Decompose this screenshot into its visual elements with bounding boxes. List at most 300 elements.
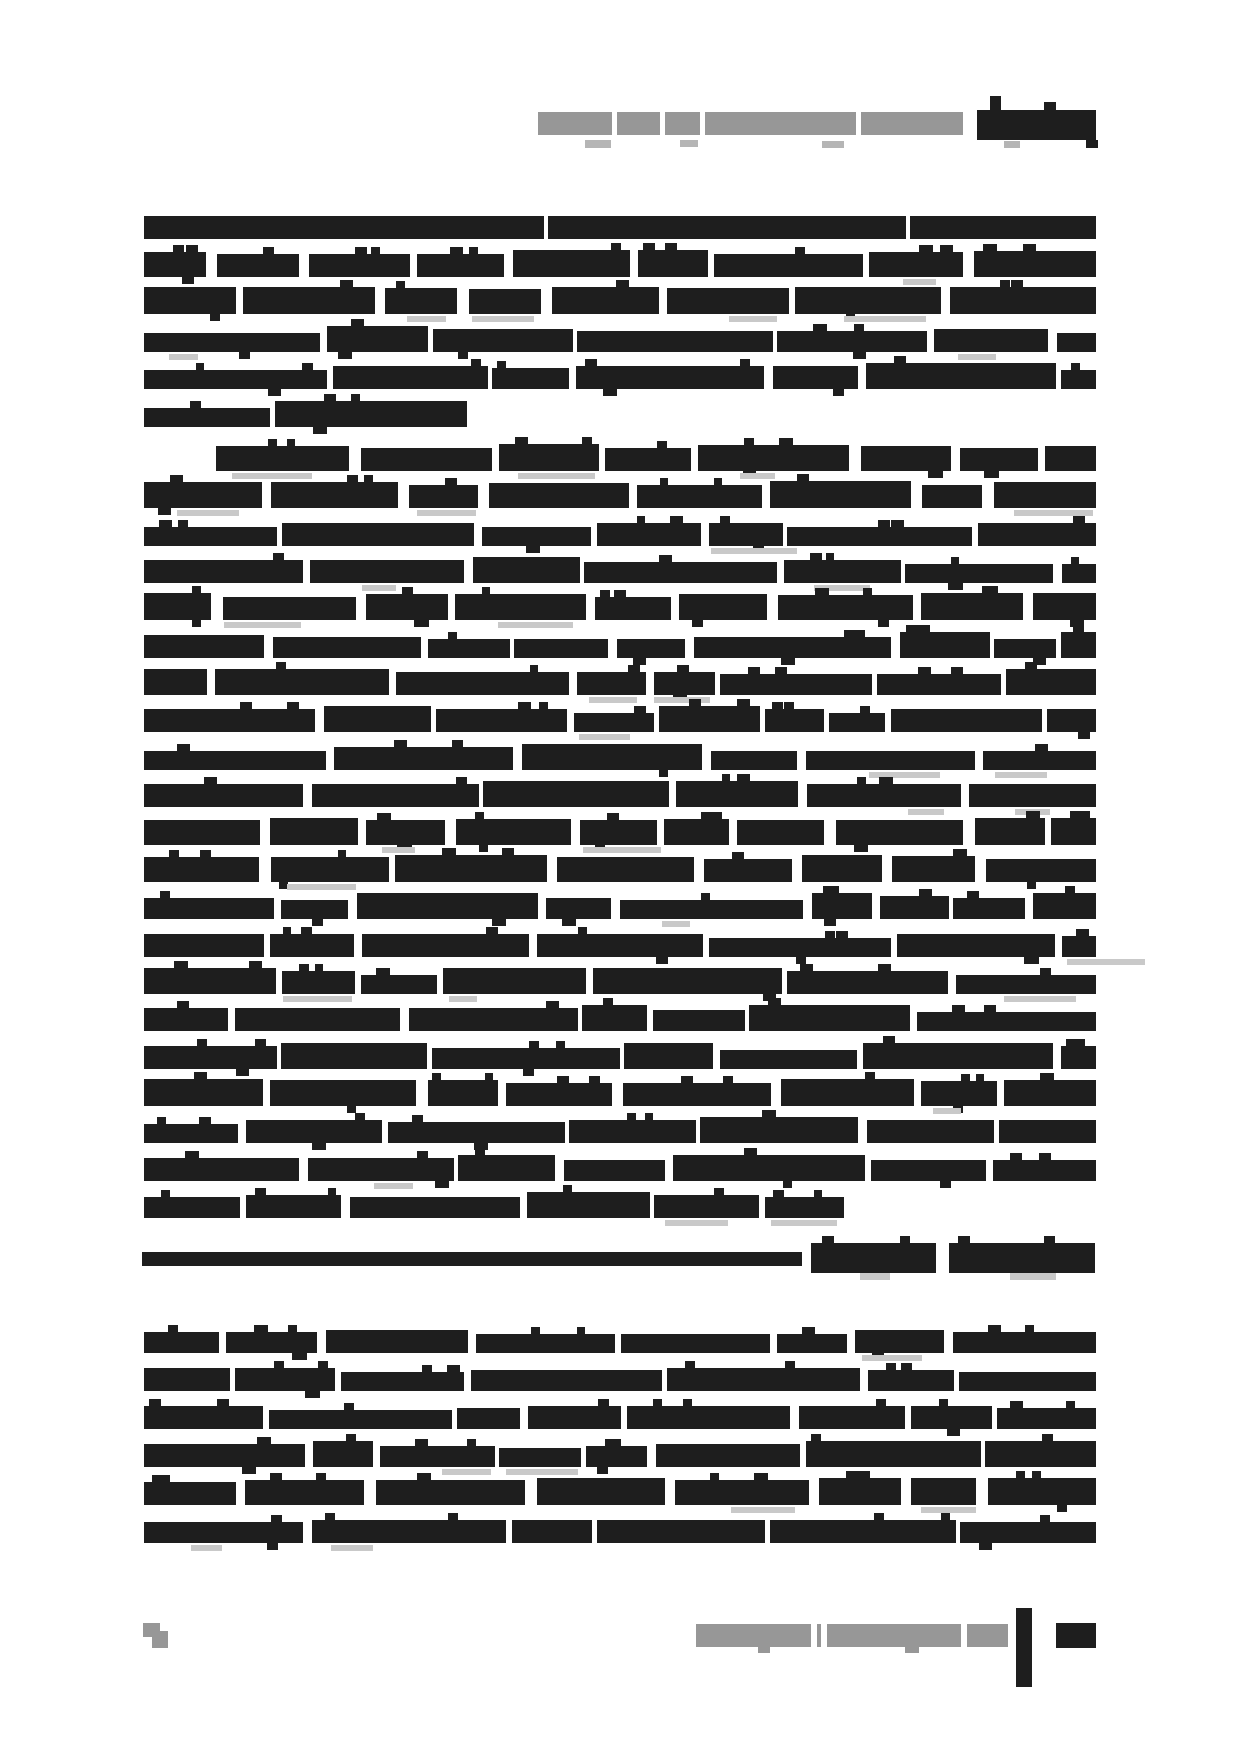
ascender-mark xyxy=(762,1110,776,1118)
ascender-mark xyxy=(732,852,744,860)
redacted-word xyxy=(144,857,259,882)
redacted-word xyxy=(324,706,431,732)
ascender-mark xyxy=(1075,1039,1085,1047)
ascender-mark xyxy=(681,1076,693,1084)
ascender-mark xyxy=(814,1190,822,1198)
ascender-mark xyxy=(1032,1471,1041,1479)
ascender-mark xyxy=(268,439,277,447)
ascender-mark xyxy=(683,1399,692,1407)
masthead-gray-bar xyxy=(705,112,856,135)
redacted-word xyxy=(217,254,299,277)
redacted-word xyxy=(223,597,356,620)
redacted-word xyxy=(787,527,972,546)
ascender-mark xyxy=(240,702,252,710)
ascender-mark xyxy=(1044,102,1056,111)
ascender-mark xyxy=(795,247,805,255)
ascender-mark xyxy=(797,474,809,482)
scan-remnant xyxy=(498,622,573,628)
descender-mark xyxy=(853,351,866,359)
redacted-word xyxy=(334,747,513,770)
scan-remnant xyxy=(417,510,476,516)
ascender-mark xyxy=(822,1236,834,1245)
ascender-mark xyxy=(659,555,670,563)
ascender-mark xyxy=(482,587,490,595)
ascender-mark xyxy=(448,632,457,640)
journal-name-gray-bar xyxy=(696,1624,811,1647)
descender-mark xyxy=(758,1647,770,1653)
ascender-mark xyxy=(878,964,891,972)
ascender-mark xyxy=(271,1515,282,1523)
ascender-mark xyxy=(643,243,655,251)
redacted-word xyxy=(144,252,206,277)
ascender-mark xyxy=(301,927,312,935)
ascender-mark xyxy=(263,247,274,255)
scan-remnant xyxy=(665,1220,728,1226)
ascender-mark xyxy=(1066,1401,1075,1409)
redacted-word xyxy=(269,1410,452,1429)
redacted-word xyxy=(934,329,1048,352)
redacted-word xyxy=(720,674,872,695)
ascender-mark xyxy=(803,1327,815,1335)
ascender-mark xyxy=(810,553,822,561)
descender-mark xyxy=(236,1068,249,1076)
redacted-word xyxy=(770,1520,956,1543)
redacted-word xyxy=(799,1406,905,1429)
scan-remnant xyxy=(771,1220,837,1226)
descender-mark xyxy=(210,313,220,321)
redacted-word xyxy=(617,639,685,658)
redacted-word xyxy=(891,709,1042,732)
ascender-mark xyxy=(324,394,336,402)
ascender-mark xyxy=(1071,557,1079,565)
redacted-word xyxy=(469,289,541,314)
redacted-word xyxy=(959,1372,1096,1391)
redacted-word xyxy=(270,818,358,845)
scan-remnant xyxy=(331,1545,373,1551)
ascender-mark xyxy=(737,699,750,707)
ascender-mark xyxy=(249,961,262,969)
ascender-mark xyxy=(177,744,190,752)
redacted-word xyxy=(974,251,1096,277)
redacted-word xyxy=(892,856,975,882)
ascender-mark xyxy=(467,1439,476,1447)
redacted-word xyxy=(1057,333,1096,352)
redacted-word xyxy=(960,448,1038,471)
descender-mark xyxy=(492,918,506,926)
redacted-word xyxy=(709,523,783,546)
redacted-word xyxy=(215,669,389,695)
scan-remnant xyxy=(729,316,777,322)
ascender-mark xyxy=(160,891,170,899)
descender-mark xyxy=(313,426,327,434)
scan-remnant xyxy=(1010,1273,1056,1280)
ascender-mark xyxy=(958,1236,970,1245)
redacted-word xyxy=(235,1008,400,1031)
redacted-word xyxy=(270,934,354,957)
ascender-mark xyxy=(204,777,217,785)
ascender-mark xyxy=(351,319,364,327)
redacted-word xyxy=(1006,669,1096,695)
redacted-word xyxy=(985,1441,1096,1467)
redacted-word xyxy=(855,1330,944,1353)
ascender-mark xyxy=(754,1473,768,1481)
ascender-mark xyxy=(886,1363,896,1371)
redacted-word xyxy=(975,818,1045,845)
ascender-mark xyxy=(318,1361,328,1369)
redacted-word xyxy=(653,1010,745,1031)
redacted-word xyxy=(312,1520,506,1543)
redacted-word xyxy=(993,1160,1096,1181)
descender-mark xyxy=(1024,956,1039,964)
redacted-word xyxy=(698,445,849,471)
ascender-mark xyxy=(740,359,750,367)
redacted-word xyxy=(861,446,951,471)
scan-remnant xyxy=(287,884,356,890)
ascender-mark xyxy=(941,1513,950,1521)
ascender-mark xyxy=(556,1041,565,1049)
redacted-word xyxy=(471,1370,662,1391)
ascender-mark xyxy=(200,850,211,858)
ascender-mark xyxy=(874,1513,884,1521)
descender-mark xyxy=(940,1180,951,1188)
ascender-mark xyxy=(685,1361,695,1369)
redacted-word xyxy=(144,408,270,427)
ascender-mark xyxy=(1040,1515,1050,1523)
ascender-mark xyxy=(844,630,856,638)
ascender-mark xyxy=(1011,280,1023,288)
redacted-word xyxy=(376,1480,525,1505)
redacted-word xyxy=(986,859,1096,882)
redacted-word xyxy=(983,751,1096,770)
redacted-word xyxy=(577,672,646,695)
redacted-word xyxy=(806,751,975,770)
redacted-word xyxy=(144,669,207,695)
ascender-mark xyxy=(900,1236,910,1245)
redacted-word xyxy=(483,781,669,807)
redacted-word xyxy=(528,1406,621,1429)
ascender-mark xyxy=(953,849,967,857)
descender-mark xyxy=(312,918,323,926)
scan-remnant xyxy=(177,510,239,516)
redacted-word xyxy=(436,709,567,732)
redacted-word xyxy=(806,1441,981,1467)
redacted-word xyxy=(144,593,211,620)
descender-mark xyxy=(854,844,868,852)
redacted-word xyxy=(522,744,702,770)
descender-mark xyxy=(239,351,250,359)
scan-remnant xyxy=(472,316,534,322)
ascender-mark xyxy=(723,1076,733,1084)
redacted-word xyxy=(654,1195,759,1218)
ascender-mark xyxy=(603,998,613,1006)
scan-remnant xyxy=(518,473,595,479)
ascender-mark xyxy=(1065,886,1075,894)
redacted-word xyxy=(997,1408,1096,1429)
ascender-mark xyxy=(720,516,730,524)
redacted-word xyxy=(226,1332,317,1353)
ascender-mark xyxy=(677,665,689,673)
descender-mark xyxy=(435,1180,449,1188)
descender-mark xyxy=(292,1352,307,1360)
scan-remnant xyxy=(362,585,396,591)
descender-mark xyxy=(458,351,468,359)
ascender-mark xyxy=(355,1113,365,1121)
masthead-gray-bar xyxy=(861,112,963,135)
redacted-word xyxy=(863,1043,1053,1069)
scan-remnant xyxy=(442,1469,491,1475)
redacted-word xyxy=(880,896,949,919)
redacted-word xyxy=(580,820,657,845)
scan-remnant xyxy=(958,354,996,360)
redacted-word xyxy=(308,1158,454,1181)
ascender-mark xyxy=(984,1005,996,1013)
descender-mark xyxy=(526,545,540,553)
page-number-block xyxy=(1056,1623,1096,1648)
descender-mark xyxy=(984,470,999,478)
redacted-word xyxy=(361,975,437,994)
ascender-mark xyxy=(891,520,904,528)
redacted-word xyxy=(428,1080,498,1106)
redacted-word xyxy=(282,523,474,546)
redacted-word xyxy=(428,639,510,658)
ascender-mark xyxy=(710,1473,719,1481)
redacted-word xyxy=(281,900,348,919)
ascender-mark xyxy=(340,280,353,288)
redacted-word xyxy=(1033,593,1096,620)
redacted-word xyxy=(144,1444,305,1467)
redacted-word xyxy=(867,1120,994,1143)
ascender-mark xyxy=(192,586,201,594)
scan-remnant xyxy=(232,473,312,479)
ascender-mark xyxy=(856,630,865,638)
redacted-word xyxy=(514,639,608,658)
redacted-word xyxy=(667,288,789,314)
ascender-mark xyxy=(158,1475,170,1483)
printer-mark xyxy=(152,1631,168,1648)
ascender-mark xyxy=(865,1072,875,1080)
redacted-word xyxy=(564,1160,665,1181)
redacted-word xyxy=(362,934,529,957)
ascender-mark xyxy=(417,1473,431,1481)
journal-name-gray-bar xyxy=(817,1624,821,1647)
scan-remnant xyxy=(740,473,775,479)
redacted-word xyxy=(489,483,629,508)
scan-remnant xyxy=(995,772,1047,778)
redacted-word xyxy=(1062,936,1096,957)
scan-remnant xyxy=(711,548,797,554)
redacted-word xyxy=(781,1079,914,1106)
redacted-word xyxy=(144,1482,236,1505)
ascender-mark xyxy=(422,1365,432,1373)
redacted-word xyxy=(457,1408,520,1429)
redacted-word xyxy=(144,1406,263,1429)
ascender-mark xyxy=(689,699,701,707)
redacted-word xyxy=(537,1478,665,1505)
redacted-word xyxy=(357,893,538,919)
ascender-mark xyxy=(785,1361,795,1369)
ascender-mark xyxy=(951,667,963,675)
redacted-word xyxy=(953,898,1025,919)
descender-mark xyxy=(414,619,429,627)
descender-mark xyxy=(1086,140,1098,148)
ascender-mark xyxy=(161,1190,170,1198)
ascender-mark xyxy=(940,245,953,253)
redacted-word xyxy=(350,1197,520,1218)
redacted-word xyxy=(777,1334,847,1353)
ascender-mark xyxy=(485,1073,493,1081)
ascender-mark xyxy=(364,475,373,483)
ascender-mark xyxy=(714,478,722,486)
redacted-word xyxy=(910,216,1096,239)
masthead-remnant xyxy=(1004,141,1020,148)
descender-mark xyxy=(182,276,194,284)
ascender-mark xyxy=(578,927,587,935)
descender-mark xyxy=(597,1466,608,1474)
ascender-mark xyxy=(448,1513,458,1521)
masthead-word-blob xyxy=(977,110,1096,140)
masthead-gray-bar xyxy=(538,112,612,135)
redacted-word xyxy=(144,1008,228,1031)
redacted-word xyxy=(829,713,885,732)
descender-mark xyxy=(905,1647,919,1653)
scan-remnant xyxy=(506,1469,578,1475)
redacted-word xyxy=(144,1158,299,1181)
ascender-mark xyxy=(983,244,997,252)
ascender-mark xyxy=(288,1325,297,1333)
redacted-word xyxy=(144,1368,230,1391)
redacted-word xyxy=(537,934,703,957)
ascender-mark xyxy=(445,478,457,486)
ascender-mark xyxy=(257,1437,271,1445)
redacted-word xyxy=(395,855,547,882)
footer-divider-bar xyxy=(1016,1608,1032,1687)
redacted-word xyxy=(144,216,544,239)
redacted-word xyxy=(950,287,1096,314)
ascender-mark xyxy=(800,964,813,972)
redacted-word xyxy=(569,1120,696,1143)
ascender-mark xyxy=(858,1471,870,1479)
redacted-word xyxy=(499,444,599,471)
redacted-word xyxy=(897,934,1055,957)
descender-mark xyxy=(1027,881,1036,889)
scan-remnant xyxy=(407,316,446,322)
ascender-mark xyxy=(634,706,646,714)
ascender-mark xyxy=(530,665,538,673)
ascender-mark xyxy=(394,740,407,748)
redacted-word xyxy=(667,1368,860,1391)
ascender-mark xyxy=(415,1439,428,1447)
scan-remnant xyxy=(844,316,926,322)
redacted-word xyxy=(577,331,773,352)
redacted-word xyxy=(341,1372,464,1391)
descender-mark xyxy=(659,769,668,777)
redacted-word xyxy=(144,784,303,807)
ascender-mark xyxy=(173,245,184,253)
redacted-word xyxy=(659,706,760,732)
ascender-mark xyxy=(577,1327,585,1335)
ascender-mark xyxy=(585,359,597,367)
redacted-word xyxy=(737,820,824,845)
scan-remnant xyxy=(731,1507,795,1513)
scan-remnant xyxy=(908,809,944,815)
ascender-mark xyxy=(531,1327,540,1335)
redacted-word xyxy=(988,1478,1096,1505)
ascender-mark xyxy=(951,557,959,565)
heading-word-blob xyxy=(811,1243,936,1273)
redacted-word xyxy=(711,751,797,770)
ascender-mark xyxy=(475,1148,485,1156)
ascender-mark xyxy=(169,850,179,858)
redacted-word xyxy=(584,562,777,583)
redacted-word xyxy=(877,674,1001,695)
ascender-mark xyxy=(185,1151,199,1159)
redacted-word xyxy=(333,366,488,389)
redacted-word xyxy=(787,971,948,994)
redacted-word xyxy=(144,370,327,389)
redacted-word xyxy=(953,1332,1096,1353)
ascender-mark xyxy=(857,777,866,785)
ascender-mark xyxy=(1042,1434,1053,1442)
redacted-word xyxy=(704,859,792,882)
ascender-mark xyxy=(456,777,467,785)
redacted-word xyxy=(144,1046,277,1069)
redacted-word xyxy=(275,401,467,427)
ascender-mark xyxy=(722,774,730,782)
ascender-mark xyxy=(773,1190,784,1198)
redacted-word xyxy=(871,1160,986,1181)
ascender-mark xyxy=(990,96,1001,111)
ascender-mark xyxy=(1071,363,1080,371)
ascender-mark xyxy=(469,247,478,255)
scan-remnant xyxy=(374,1183,413,1189)
ascender-mark xyxy=(919,245,933,253)
redacted-word xyxy=(309,254,410,277)
ascender-mark xyxy=(701,893,710,901)
ascender-mark xyxy=(177,1001,188,1009)
redacted-word xyxy=(960,1522,1096,1543)
scan-remnant xyxy=(449,996,477,1002)
redacted-word xyxy=(144,635,264,658)
masthead-remnant xyxy=(822,141,844,148)
ascender-mark xyxy=(988,1325,1001,1333)
redacted-word xyxy=(784,560,901,583)
ascender-mark xyxy=(779,438,793,446)
redacted-word xyxy=(443,968,586,994)
ascender-mark xyxy=(174,961,188,969)
redacted-word xyxy=(144,1197,240,1218)
redacted-word xyxy=(917,1012,1096,1031)
ascender-mark xyxy=(338,850,346,858)
ascender-mark xyxy=(815,588,829,596)
descender-mark xyxy=(833,388,844,396)
redacted-word xyxy=(597,1520,765,1543)
ascender-mark xyxy=(371,247,380,255)
ascender-mark xyxy=(829,886,839,894)
redacted-word xyxy=(593,968,782,994)
ascender-mark xyxy=(274,1361,284,1369)
redacted-word xyxy=(271,857,389,882)
redacted-word xyxy=(969,784,1096,807)
redacted-word xyxy=(836,820,963,845)
ascender-mark xyxy=(316,1473,326,1481)
ascender-mark xyxy=(614,590,626,598)
ascender-mark xyxy=(518,702,531,710)
ascender-mark xyxy=(1078,811,1090,819)
redacted-word xyxy=(807,784,961,807)
ascender-mark xyxy=(1035,744,1048,752)
redacted-word xyxy=(765,709,824,732)
redacted-word xyxy=(597,523,701,546)
